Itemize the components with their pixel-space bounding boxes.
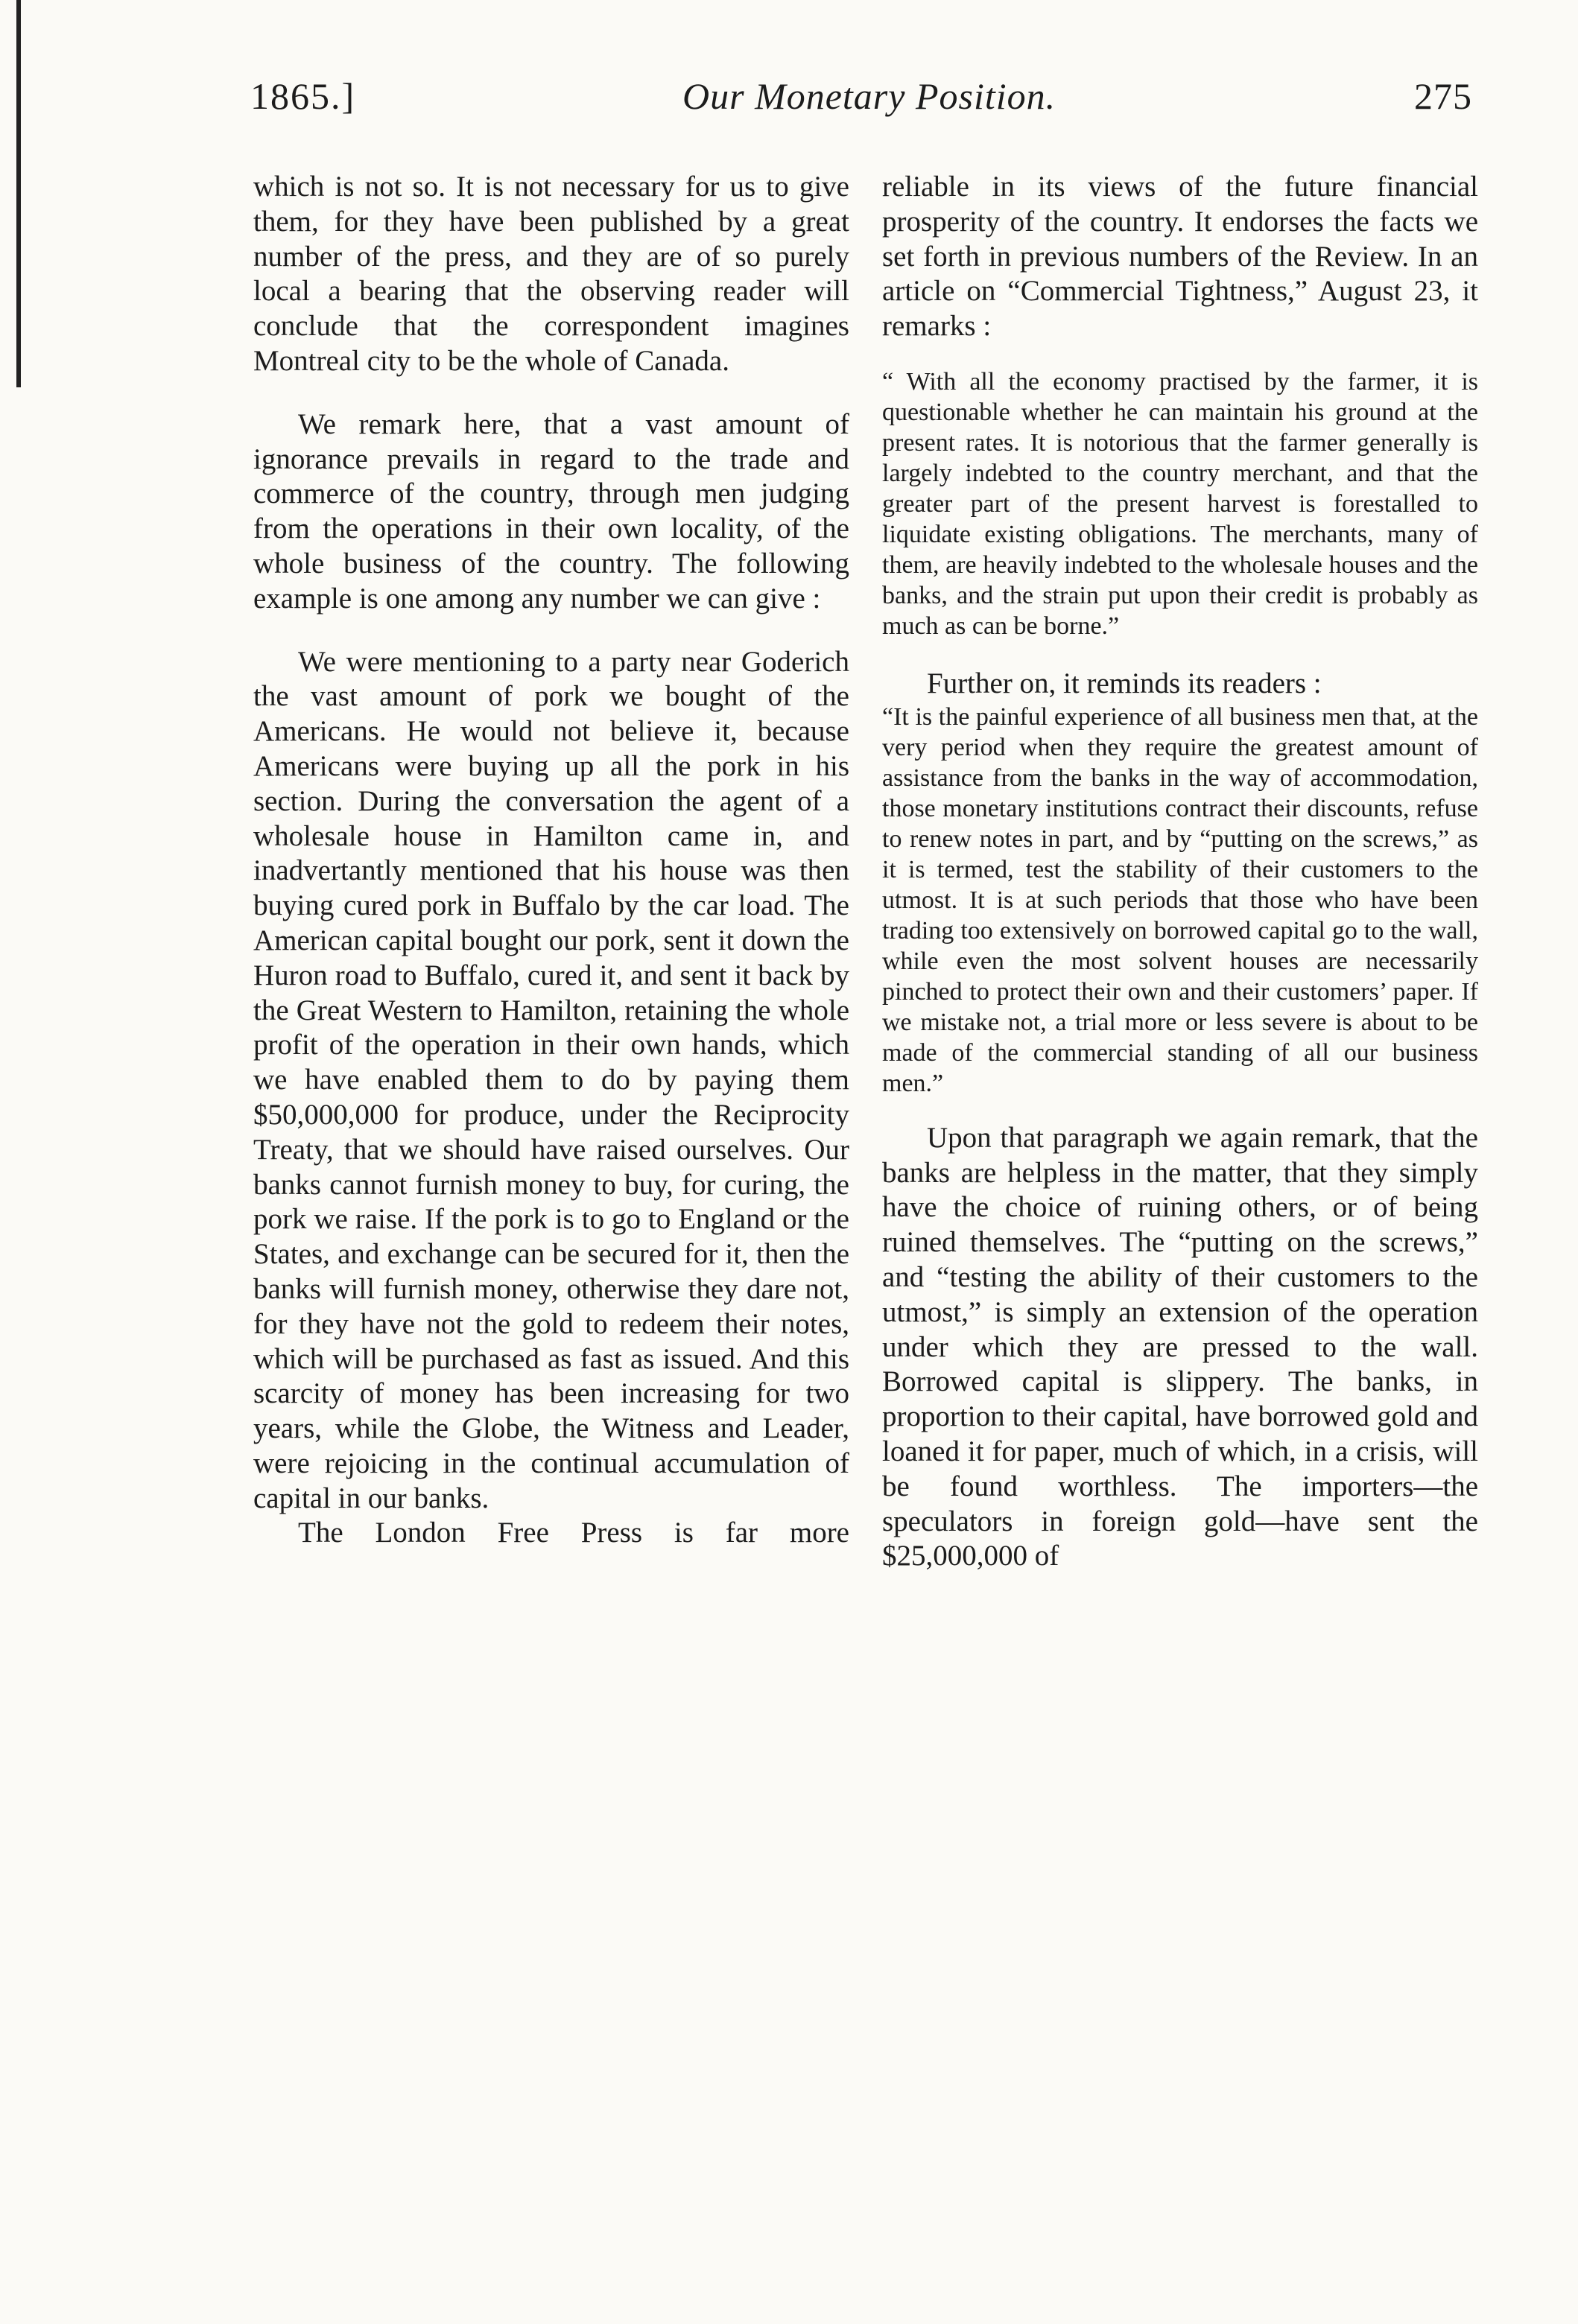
header-year: 1865.] [250,75,356,117]
left-paragraph-2: We remark here, that a vast amount of ignorance prevails in regard to the trade and commerce of the country, through men judging from the operations in their own locality, of the whole business of the country. The following example is one among any number we can give : [253,407,849,615]
block-quote-1: “ With all the economy practised by the farmer, it is questionable whether he can maintain his ground at the present rates. It is notorious that the farmer generally is largely indebted to the country merchant, and that the greater part of the present harvest is forestalled to liquidate existing obligations. The merchants, many of them, are heavily indebted to the wholesale houses and the banks, and the strain put upon their credit is probably as much as can be borne.” [882,367,1478,640]
left-column [253,170,849,1551]
right-column [882,170,1478,1574]
page-number: 275 [1414,75,1472,117]
header-title: Our Monetary Position. [682,75,1056,117]
block-quote-2: “It is the painful experience of all business men that, at the very period when they require the greatest amount of assistance from the banks in the way of accommodation, those monetary institutions contract their discounts, refuse to renew notes in part, and by “putting on the screws,” as it is termed, test the stability of their customers to the utmost. It is at such periods that those who have been trading too extensively on borrowed capital go to the wall, while even the most solvent houses are necessarily pinched to protect their own and their customers’ paper. If we mistake not, a trial more or less severe is about to be made of the commercial standing of all our business men.” [882,702,1478,1097]
left-paragraph-4: The London Free Press is far more [298,1517,849,1549]
right-paragraph-3: Upon that paragraph we again remark, that the banks are helpless in the matter, that they simply have the choice of ruining others, or of being ruined themselves. The “putting on the screws,” and “testing the ability of their customers to the utmost,” is simply an extension of the operation under which they are pressed to the wall. Borrowed capital is slippery. The banks, in proportion to their capital, have borrowed gold and loaned it for paper, much of which, in a crisis, will be found worthless. The importers—the speculators in foreign gold—have sent the $25,000,000 of [882,1121,1478,1572]
page-binding-edge [16,0,21,387]
right-paragraph-2: Further on, it reminds its readers : [927,667,1322,699]
right-paragraph-1: reliable in its views of the future financial prosperity of the country. It endorses the facts we set forth in previous numbers of the Review. In an article on “Commercial Tightness,” August 23, it remarks : [882,171,1478,343]
running-header [250,74,1472,134]
left-paragraph-1: which is not so. It is not necessary for us to give them, for they have been published by a great number of the press, and they are of so purely local a bearing that the observing reader will conclude that the correspondent imagines Montreal city to be the whole of Canada. [253,171,849,377]
left-paragraph-3: We were mentioning to a party near Goderich the vast amount of pork we bought of the Americans. He would not believe it, because Americans were buying up all the pork in his section. During the conversation the agent of a wholesale house in Hamilton came in, and inadvertantly mentioned that his house was then buying cured pork in Buffalo by the car load. The American capital bought our pork, sent it down the Huron road to Buffalo, cured it, and sent it back by the Great Western to Hamilton, retaining the whole profit of the operation in their own hands, which we have enabled them to do by paying them $50,000,000 for produce, under the Reciprocity Treaty, that we should have raised ourselves. Our banks cannot furnish money to buy, for curing, the pork we raise. If the pork is to go to England or the States, and exchange can be secured for it, then the banks will furnish money, otherwise they dare not, for they have not the gold to redeem their notes, which will be purchased as fast as issued. And this scarcity of money has been increasing for two years, while the Globe, the Witness and Leader, were rejoicing in the continual accumulation of capital in our banks. [253,645,849,1514]
